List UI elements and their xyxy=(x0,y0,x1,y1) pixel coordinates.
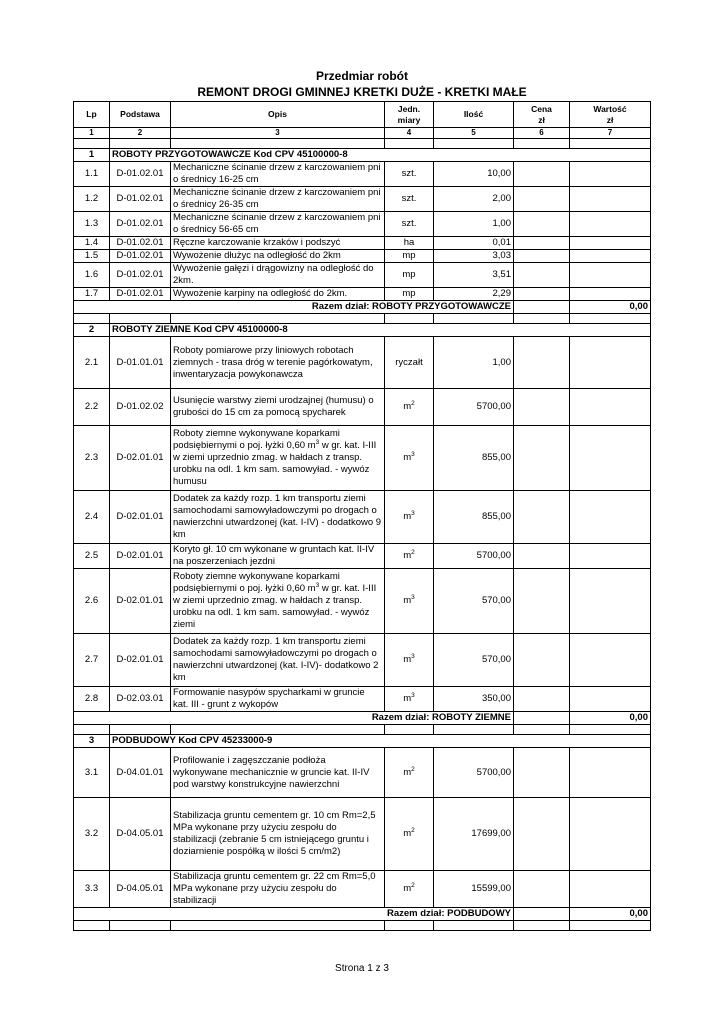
item-jednostka-text: m xyxy=(403,828,412,839)
empty-cell xyxy=(171,725,385,735)
item-row xyxy=(74,212,651,237)
item-opis: Dodatek za każdy rozp. 1 km transportu ziemi samochodami samowyładowczymi po drogach o nawierzchni utwardzonej (kat. I-IV) - dodatkowo 9 km xyxy=(171,491,385,544)
item-cena xyxy=(514,389,570,426)
section-total-value: 0,00 xyxy=(570,301,651,314)
item-jednostka-text: ryczałt xyxy=(395,356,423,368)
header-podstawa: Podstawa xyxy=(110,102,171,128)
item-podstawa: D-04.05.01 xyxy=(110,798,171,871)
item-lp: 1.5 xyxy=(74,250,110,263)
item-row xyxy=(74,250,651,263)
item-ilosc: 570,00 xyxy=(434,634,514,687)
column-number: 1 xyxy=(74,128,110,139)
item-jednostka xyxy=(385,634,434,687)
item-ilosc: 855,00 xyxy=(434,426,514,491)
item-cena xyxy=(514,798,570,871)
item-opis-part: Roboty ziemne wykonywane koparkami podsiębiernymi o poj. łyżki 0,60 m xyxy=(173,571,340,594)
item-opis-part: w gr. kat. I-III w ziemi uprzednio zmag. w hałdach z transp. urobku na odl. 1 km sam. samowyład. - wywóz humusu xyxy=(173,440,377,487)
item-cena xyxy=(514,250,570,263)
item-cena xyxy=(514,288,570,301)
section-header-row xyxy=(74,149,651,162)
item-row xyxy=(74,237,651,250)
item-podstawa: D-01.02.01 xyxy=(110,187,171,212)
empty-cell xyxy=(434,314,514,324)
item-wartosc xyxy=(570,212,651,237)
item-opis xyxy=(171,569,385,634)
item-jednostka xyxy=(385,187,434,212)
item-podstawa: D-01.02.01 xyxy=(110,237,171,250)
item-opis: Wywożenie karpiny na odległość do 2km. xyxy=(171,288,385,301)
item-ilosc: 2,00 xyxy=(434,187,514,212)
header-wartosc-line1: Wartość xyxy=(593,103,627,114)
item-jednostka xyxy=(385,491,434,544)
item-opis-superscript: 3 xyxy=(315,438,320,446)
column-number: 3 xyxy=(171,128,385,139)
item-row xyxy=(74,491,651,544)
spacer-row xyxy=(74,725,651,735)
item-jednostka xyxy=(385,337,434,389)
item-opis: Profilowanie i zagęszczanie podłoża wykonywane mechanicznie w gruncie kat. II-IV pod warstwy konstrukcyjne nawierzchni xyxy=(171,748,385,798)
header-cena-line2: zł xyxy=(538,114,545,125)
header-wartosc xyxy=(570,102,651,128)
item-opis-part: Roboty ziemne wykonywane koparkami podsiębiernymi o poj. łyżki 0,60 m xyxy=(173,428,340,451)
item-jednostka-superscript: 3 xyxy=(411,593,415,601)
section-title: ROBOTY PRZYGOTOWAWCZE Kod CPV 45100000-8 xyxy=(110,149,651,162)
item-cena xyxy=(514,544,570,569)
item-ilosc: 15599,00 xyxy=(434,871,514,908)
empty-cell xyxy=(110,725,171,735)
header-jednostka xyxy=(385,102,434,128)
item-lp: 2.2 xyxy=(74,389,110,426)
item-cena xyxy=(514,748,570,798)
empty-cell xyxy=(570,314,651,324)
section-title: PODBUDOWY Kod CPV 45233000-9 xyxy=(110,735,651,748)
item-row xyxy=(74,426,651,491)
item-ilosc: 2,29 xyxy=(434,288,514,301)
section-title: ROBOTY ZIEMNE Kod CPV 45100000-8 xyxy=(110,324,651,337)
spacer-row xyxy=(74,314,651,324)
item-opis-superscript: 3 xyxy=(315,581,320,589)
item-lp: 1.7 xyxy=(74,288,110,301)
empty-cell xyxy=(514,921,570,931)
item-jednostka-text: m xyxy=(403,766,412,778)
section-total-row xyxy=(74,301,651,314)
item-lp: 3.2 xyxy=(74,798,110,871)
item-jednostka-superscript: 3 xyxy=(411,691,415,699)
item-jednostka-superscript: 3 xyxy=(411,509,415,517)
item-ilosc: 3,51 xyxy=(434,263,514,288)
item-row xyxy=(74,798,651,871)
item-cena xyxy=(514,187,570,212)
header-cena-line1: Cena xyxy=(531,103,552,114)
item-podstawa: D-01.02.02 xyxy=(110,389,171,426)
item-ilosc: 10,00 xyxy=(434,162,514,187)
section-number: 3 xyxy=(74,735,110,748)
item-ilosc: 0,01 xyxy=(434,237,514,250)
item-jednostka-text: m xyxy=(403,511,412,522)
item-cena xyxy=(514,426,570,491)
item-wartosc xyxy=(570,426,651,491)
header-wartosc-line2: zł xyxy=(606,114,614,125)
item-podstawa: D-02.01.01 xyxy=(110,634,171,687)
item-jednostka xyxy=(385,748,434,798)
empty-cell xyxy=(74,139,110,149)
column-number: 6 xyxy=(514,128,570,139)
page-footer: Strona 1 z 3 xyxy=(335,963,389,974)
section-total-row xyxy=(74,908,651,921)
item-wartosc xyxy=(570,687,651,712)
spacer-row xyxy=(74,139,651,149)
empty-cell xyxy=(385,139,434,149)
item-wartosc xyxy=(570,263,651,288)
item-wartosc xyxy=(570,748,651,798)
item-podstawa: D-01.02.01 xyxy=(110,212,171,237)
item-cena xyxy=(514,212,570,237)
section-header-row xyxy=(74,324,651,337)
item-wartosc xyxy=(570,288,651,301)
item-podstawa: D-02.01.01 xyxy=(110,426,171,491)
item-row xyxy=(74,389,651,426)
item-jednostka xyxy=(385,237,434,250)
section-number: 1 xyxy=(74,149,110,162)
item-wartosc xyxy=(570,250,651,263)
empty-cell xyxy=(171,139,385,149)
item-wartosc xyxy=(570,237,651,250)
empty-cell xyxy=(385,314,434,324)
item-wartosc xyxy=(570,187,651,212)
item-wartosc xyxy=(570,634,651,687)
column-number: 4 xyxy=(385,128,434,139)
item-opis: Mechaniczne ścinanie drzew z karczowaniem pni o średnicy 16-25 cm xyxy=(171,162,385,187)
item-wartosc xyxy=(570,389,651,426)
item-row xyxy=(74,748,651,798)
section-total-row xyxy=(74,712,651,725)
item-jednostka-superscript: 2 xyxy=(411,881,415,889)
item-podstawa: D-02.03.01 xyxy=(110,687,171,712)
item-jednostka xyxy=(385,389,434,426)
empty-cell xyxy=(570,921,651,931)
item-cena xyxy=(514,491,570,544)
empty-cell xyxy=(434,921,514,931)
spacer-row xyxy=(74,921,651,931)
item-lp: 2.6 xyxy=(74,569,110,634)
item-opis: Roboty pomiarowe przy liniowych robotach ziemnych - trasa dróg w terenie pagórkowatym, inwentaryzacja powykonawcza xyxy=(171,337,385,389)
item-jednostka xyxy=(385,212,434,237)
item-ilosc: 350,00 xyxy=(434,687,514,712)
item-jednostka xyxy=(385,288,434,301)
header-cena xyxy=(514,102,570,128)
item-lp: 2.8 xyxy=(74,687,110,712)
item-ilosc: 570,00 xyxy=(434,569,514,634)
item-wartosc xyxy=(570,544,651,569)
item-jednostka-text: mp xyxy=(402,269,416,280)
item-lp: 1.4 xyxy=(74,237,110,250)
item-jednostka-text: m xyxy=(403,550,412,561)
item-jednostka-superscript: 2 xyxy=(411,826,415,834)
item-jednostka-text: szt. xyxy=(401,168,417,179)
empty-cell xyxy=(74,314,110,324)
item-jednostka-text: m xyxy=(403,654,412,665)
item-jednostka xyxy=(385,871,434,908)
header-ilosc: Ilość xyxy=(434,102,514,128)
empty-cell xyxy=(74,725,110,735)
item-row xyxy=(74,634,651,687)
item-row xyxy=(74,569,651,634)
empty-cell xyxy=(171,921,385,931)
item-opis: Stabilizacja gruntu cementem gr. 10 cm Rm=2,5 MPa wykonane przy użyciu zespołu do stabilizacji (zebranie 5 cm istniejącego gruntu i doziarnienie pospółką w ilości 5 cm/m2) xyxy=(171,798,385,871)
item-jednostka-text: ha xyxy=(403,237,415,248)
item-wartosc xyxy=(570,569,651,634)
header-row xyxy=(74,102,651,128)
section-total-spacer xyxy=(514,301,570,314)
header-jednostka-line1: Jedn. xyxy=(397,103,421,114)
item-opis: Formowanie nasypów spycharkami w gruncie kat. III - grunt z wykopów xyxy=(171,687,385,712)
item-cena xyxy=(514,871,570,908)
item-jednostka-superscript: 3 xyxy=(411,652,415,660)
item-jednostka-text: m xyxy=(403,452,412,463)
item-lp: 1.1 xyxy=(74,162,110,187)
column-number-row xyxy=(74,128,651,139)
item-cena xyxy=(514,687,570,712)
header-jednostka-line2: miary xyxy=(397,114,421,125)
empty-cell xyxy=(110,921,171,931)
item-opis: Stabilizacja gruntu cementem gr. 22 cm Rm=5,0 MPa wykonane przy użyciu zespołu do stabilizacji xyxy=(171,871,385,908)
empty-cell xyxy=(514,725,570,735)
item-opis xyxy=(171,426,385,491)
section-total-label: Razem dział: ROBOTY ZIEMNE xyxy=(74,712,514,725)
item-jednostka-superscript: 2 xyxy=(411,548,415,556)
item-podstawa: D-01.02.01 xyxy=(110,288,171,301)
item-jednostka-text: szt. xyxy=(401,218,417,229)
item-lp: 2.4 xyxy=(74,491,110,544)
item-opis: Mechaniczne ścinanie drzew z karczowaniem pni o średnicy 56-65 cm xyxy=(171,212,385,237)
item-jednostka-text: m xyxy=(403,883,412,894)
column-number: 2 xyxy=(110,128,171,139)
item-lp: 2.7 xyxy=(74,634,110,687)
item-jednostka-text: m xyxy=(403,595,412,606)
header-lp: Lp xyxy=(74,102,110,128)
item-opis: Mechaniczne ścinanie drzew z karczowaniem pni o średnicy 26-35 cm xyxy=(171,187,385,212)
item-ilosc: 855,00 xyxy=(434,491,514,544)
bill-of-quantities-table xyxy=(73,101,651,931)
item-opis: Usunięcie warstwy ziemi urodzajnej (humusu) o grubości do 15 cm za pomocą spycharek xyxy=(171,389,385,426)
empty-cell xyxy=(570,725,651,735)
item-ilosc: 1,00 xyxy=(434,337,514,389)
item-row xyxy=(74,288,651,301)
item-ilosc: 5700,00 xyxy=(434,544,514,569)
item-jednostka-text: mp xyxy=(402,288,416,299)
item-podstawa: D-02.01.01 xyxy=(110,491,171,544)
item-jednostka-text: m xyxy=(403,401,412,412)
item-ilosc: 5700,00 xyxy=(434,389,514,426)
item-cena xyxy=(514,263,570,288)
item-opis: Ręczne karczowanie krzaków i podszyć xyxy=(171,237,385,250)
item-row xyxy=(74,687,651,712)
section-header-row xyxy=(74,735,651,748)
item-wartosc xyxy=(570,798,651,871)
empty-cell xyxy=(514,139,570,149)
item-row xyxy=(74,263,651,288)
item-jednostka xyxy=(385,687,434,712)
item-wartosc xyxy=(570,871,651,908)
empty-cell xyxy=(110,314,171,324)
item-jednostka xyxy=(385,569,434,634)
document-subtitle: REMONT DROGI GMINNEJ KRETKI DUŻE - KRETKI MAŁE xyxy=(197,85,527,99)
item-row xyxy=(74,337,651,389)
item-cena xyxy=(514,162,570,187)
item-lp: 2.3 xyxy=(74,426,110,491)
header-opis: Opis xyxy=(171,102,385,128)
item-podstawa: D-01.02.01 xyxy=(110,250,171,263)
item-lp: 1.2 xyxy=(74,187,110,212)
item-row xyxy=(74,871,651,908)
section-total-label: Razem dział: PODBUDOWY xyxy=(74,908,514,921)
item-opis: Wywożenie gałęzi i drągowizny na odległość do 2km. xyxy=(171,263,385,288)
item-jednostka xyxy=(385,250,434,263)
item-opis-part: w gr. kat. I-III w ziemi uprzednio zmag. w hałdach z transp. urobku na odl. 1 km sam. samowyład. - wywóz ziemi xyxy=(173,583,377,630)
item-podstawa: D-01.01.01 xyxy=(110,337,171,389)
section-total-label: Razem dział: ROBOTY PRZYGOTOWAWCZE xyxy=(74,301,514,314)
item-jednostka-superscript: 2 xyxy=(411,765,415,773)
item-podstawa: D-01.02.01 xyxy=(110,263,171,288)
item-podstawa: D-01.02.01 xyxy=(110,162,171,187)
item-cena xyxy=(514,569,570,634)
item-jednostka xyxy=(385,544,434,569)
item-lp: 2.1 xyxy=(74,337,110,389)
empty-cell xyxy=(434,725,514,735)
item-podstawa: D-04.01.01 xyxy=(110,748,171,798)
item-podstawa: D-02.01.01 xyxy=(110,569,171,634)
column-number: 7 xyxy=(570,128,651,139)
item-podstawa: D-04.05.01 xyxy=(110,871,171,908)
item-lp: 3.3 xyxy=(74,871,110,908)
section-total-spacer xyxy=(514,908,570,921)
item-jednostka-text: szt. xyxy=(401,193,417,204)
item-jednostka xyxy=(385,263,434,288)
item-cena xyxy=(514,337,570,389)
section-number: 2 xyxy=(74,324,110,337)
section-total-value: 0,00 xyxy=(570,712,651,725)
item-ilosc: 1,00 xyxy=(434,212,514,237)
item-wartosc xyxy=(570,491,651,544)
empty-cell xyxy=(110,139,171,149)
empty-cell xyxy=(385,725,434,735)
item-opis: Wywożenie dłużyc na odległość do 2km xyxy=(171,250,385,263)
item-cena xyxy=(514,634,570,687)
item-lp: 1.6 xyxy=(74,263,110,288)
empty-cell xyxy=(514,314,570,324)
item-jednostka xyxy=(385,162,434,187)
item-wartosc xyxy=(570,162,651,187)
empty-cell xyxy=(171,314,385,324)
item-cena xyxy=(514,237,570,250)
item-podstawa: D-02.01.01 xyxy=(110,544,171,569)
item-wartosc xyxy=(570,337,651,389)
item-ilosc: 5700,00 xyxy=(434,748,514,798)
item-jednostka xyxy=(385,426,434,491)
empty-cell xyxy=(385,921,434,931)
item-jednostka xyxy=(385,798,434,871)
empty-cell xyxy=(74,921,110,931)
item-row xyxy=(74,162,651,187)
item-opis: Dodatek za każdy rozp. 1 km transportu ziemi samochodami samowyładowczymi po drogach o nawierzchni utwardzonej (kat. I-IV)- dodatkowo 2 km xyxy=(171,634,385,687)
item-ilosc: 3,03 xyxy=(434,250,514,263)
section-total-value: 0,00 xyxy=(570,908,651,921)
document-title: Przedmiar robót xyxy=(315,69,408,83)
item-lp: 1.3 xyxy=(74,212,110,237)
item-jednostka-text: mp xyxy=(402,250,416,261)
item-opis: Koryto gł. 10 cm wykonane w gruntach kat. II-IV na poszerzeniach jezdni xyxy=(171,544,385,569)
item-ilosc: 17699,00 xyxy=(434,798,514,871)
item-lp: 2.5 xyxy=(74,544,110,569)
item-jednostka-superscript: 3 xyxy=(411,450,415,458)
column-number: 5 xyxy=(434,128,514,139)
item-jednostka-superscript: 2 xyxy=(411,399,415,407)
section-total-spacer xyxy=(514,712,570,725)
item-row xyxy=(74,544,651,569)
empty-cell xyxy=(434,139,514,149)
item-lp: 3.1 xyxy=(74,748,110,798)
item-row xyxy=(74,187,651,212)
empty-cell xyxy=(570,139,651,149)
item-jednostka-text: m xyxy=(403,693,412,704)
